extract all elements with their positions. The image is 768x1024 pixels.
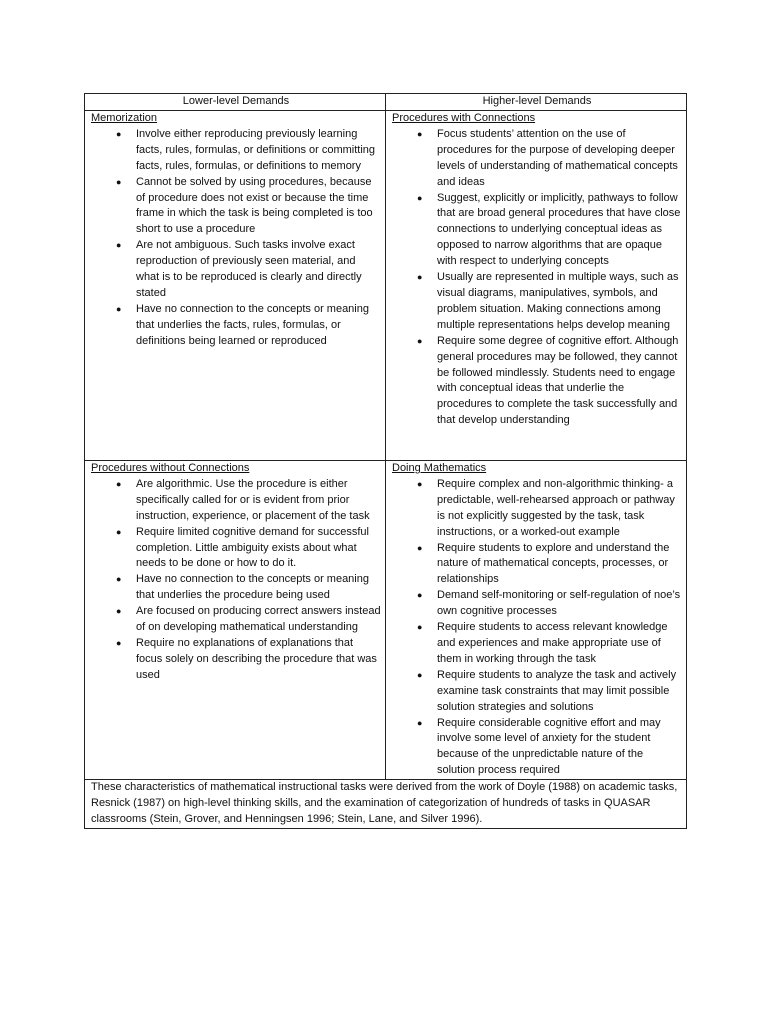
category-title-doing-math: Doing Mathematics [392,462,487,474]
list-item [392,620,682,668]
bullet-icon: ● [116,176,122,187]
header-row [85,94,687,111]
list-procedures-without [91,477,381,684]
bullet-icon: ● [417,542,423,553]
list-item-text: Are focused on producing correct answers instead of on developing mathematical understanding [136,605,381,634]
list-item-text: Have no connection to the concepts or meaning that underlies the facts, rules, formulas, or definitions being learned or reproduced [136,302,369,347]
bullet-icon: ● [116,526,122,537]
list-item [392,716,682,780]
footnote-row [85,780,687,829]
bullet-icon: ● [116,303,122,314]
list-item [91,572,381,604]
bullet-icon: ● [116,637,122,648]
bullet-icon: ● [417,335,423,346]
bullet-icon: ● [417,622,423,633]
list-item-text: Focus students’ attention on the use of procedures for the purpose of developing deeper levels of understanding of mathematical concepts and ideas [437,127,678,188]
bullet-icon: ● [116,574,122,585]
list-item [91,604,381,636]
list-item [392,270,682,334]
list-item [91,127,381,175]
list-item [392,588,682,620]
list-item [91,302,381,350]
cell-doing-mathematics [386,461,687,780]
list-item [91,636,381,684]
list-item-text: Require students to explore and understand the nature of mathematical concepts, processes, or relationships [437,541,670,586]
task-demands-table [84,93,687,829]
list-item [392,668,682,716]
bullet-icon: ● [417,669,423,680]
list-item [91,175,381,239]
list-item-text: Are algorithmic. Use the procedure is either specifically called for or is evident from prior instruction, experience, or placement of the task [136,477,370,522]
bullet-icon: ● [417,192,423,203]
list-item [91,477,381,525]
bullet-icon: ● [116,606,122,617]
bullet-icon: ● [417,717,423,728]
list-item-text: Are not ambiguous. Such tasks involve exact reproduction of previously seen material, and what is to be reproduced is clearly and directly stated [136,239,362,299]
bullet-icon: ● [116,128,122,139]
category-title-procedures-with: Procedures with Connections [392,112,536,124]
list-item-text: Require considerable cognitive effort and may involve some level of anxiety for the student because of the unpredictable nature of the solution process required [437,716,661,777]
list-item-text: Have no connection to the concepts or meaning that underlies the procedure being used [136,573,369,602]
table-row [85,461,687,780]
list-procedures-with [392,127,682,429]
list-item-text: Demand self-monitoring or self-regulation of noe’s own cognitive processes [437,589,681,618]
bullet-icon: ● [116,478,122,489]
list-item-text: Require some degree of cognitive effort. Although general procedures may be followed, they cannot be followed mindlessly. Students need to engage with conceptual ideas that underlie the procedures to complete the task successfully and that develop understanding [437,334,679,427]
footnote: These characteristics of mathematical instructional tasks were derived from the work of Doyle (1988) on academic tasks, Resnick (1987) on high-level thinking skills, and the examination of categorization of hundreds of tasks in QUASAR classrooms (Stein, Grover, and Henningsen 1996; Stein, Lane, and Silver 1996). [85,780,687,829]
list-item [392,191,682,271]
list-item [91,525,381,573]
category-title-procedures-without: Procedures without Connections [91,462,250,474]
cell-procedures-with-connections [386,111,687,461]
list-item [392,334,682,429]
list-item-text: Usually are represented in multiple ways, such as visual diagrams, manipulatives, symbols, and problem situation. Making connections among multiple representations helps develop meaning [437,271,679,331]
list-item [91,238,381,302]
table-row [85,111,687,461]
list-item-text: Require no explanations of explanations that focus solely on describing the procedure that was used [136,636,377,681]
list-item [392,127,682,191]
list-item-text: Involve either reproducing previously learning facts, rules, formulas, or definitions or committing facts, rules, formulas, or definitions to memory [136,127,376,172]
list-memorization [91,127,381,350]
bullet-icon: ● [417,478,423,489]
bullet-icon: ● [116,240,122,251]
list-doing-math [392,477,682,779]
list-item [392,477,682,541]
header-lower-level: Lower-level Demands [85,94,386,111]
list-item-text: Cannot be solved by using procedures, because of procedure does not exist or because the time frame in which the task is being completed is too short to use a procedure [136,175,373,236]
list-item-text: Require limited cognitive demand for successful completion. Little ambiguity exists about what needs to be done or how to do it. [136,525,369,570]
category-title-memorization: Memorization [91,112,158,124]
list-item-text: Suggest, explicitly or implicitly, pathways to follow that are broad general procedures that have close connections to underlying conceptual ideas as opposed to narrow algorithms that are opaque with respect to underlying concepts [437,191,681,268]
list-item-text: Require students to analyze the task and actively examine task constraints that may limit possible solution strategies and solutions [437,668,677,713]
list-item-text: Require complex and non-algorithmic thinking- a predictable, well-rehearsed approach or pathway is not explicitly suggested by the task, task instructions, or a worked-out example [437,477,675,538]
cell-procedures-without-connections [85,461,386,780]
bullet-icon: ● [417,590,423,601]
list-item [392,541,682,589]
bullet-icon: ● [417,272,423,283]
cell-memorization [85,111,386,461]
bullet-icon: ● [417,128,423,139]
header-higher-level: Higher-level Demands [386,94,687,111]
list-item-text: Require students to access relevant knowledge and experiences and make appropriate use of them in working through the task [437,621,668,665]
